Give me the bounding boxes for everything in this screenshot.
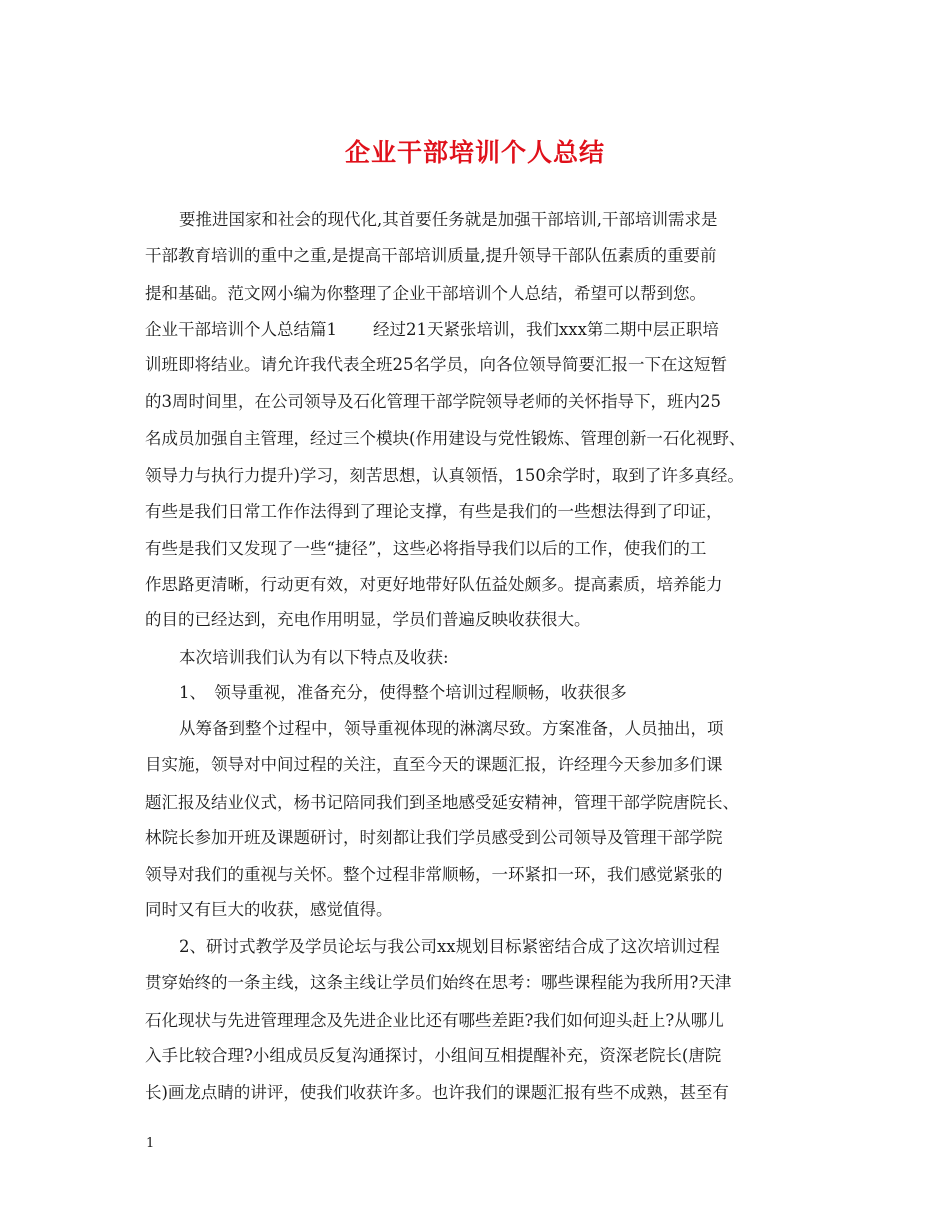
paragraph-line: 有些是我们日常工作作法得到了理论支撑，有些是我们的一些想法得到了印证， <box>145 502 723 521</box>
paragraph-line: 的目的已经达到，充电作用明显，学员们普遍反映收获很大。 <box>145 610 591 629</box>
paragraph-line: 名成员加强自主管理，经过三个模块(作用建设与党性锻炼、管理创新一石化视野、 <box>145 429 746 448</box>
paragraph-line: 林院长参加开班及课题研讨，时刻都让我们学员感受到公司领导及管理干部学院 <box>145 828 723 847</box>
paragraph-line: 入手比较合理?小组成员反复沟通探讨，小组间互相提醒补充，资深老院长(唐院 <box>145 1046 722 1065</box>
paragraph-text: 经过21天紧张培训，我们xxx第二期中层正职培 <box>373 320 719 339</box>
paragraph-line: 石化现状与先进管理理念及先进企业比还有哪些差距?我们如何迎头赶上?从哪儿 <box>145 1011 724 1030</box>
list-item-heading: 1、 领导重视，准备充分，使得整个培训过程顺畅，收获很多 <box>179 683 627 702</box>
paragraph-line: 训班即将结业。请允许我代表全班25名学员，向各位领导简要汇报一下在这短暂 <box>145 355 727 374</box>
paragraph-line: 领导力与执行力提升)学习，刻苦思想，认真领悟，150余学时，取到了许多真经。 <box>145 466 744 485</box>
paragraph-line: 题汇报及结业仪式，杨书记陪同我们到圣地感受延安精神，管理干部学院唐院长、 <box>145 793 739 812</box>
section-heading: 企业干部培训个人总结篇1 <box>145 320 337 339</box>
paragraph-line: 从筹备到整个过程中，领导重视体现的淋漓尽致。方案准备，人员抽出，项 <box>179 719 724 738</box>
paragraph-line: 2、研讨式教学及学员论坛与我公司xx规划目标紧密结合成了这次培训过程 <box>179 937 720 956</box>
paragraph-line: 贯穿始终的一条主线，这条主线让学员们始终在思考：哪些课程能为我所用?天津 <box>145 973 732 992</box>
document-title: 企业干部培训个人总结 <box>344 138 605 167</box>
paragraph-line: 有些是我们又发现了一些“捷径”，这些必将指导我们以后的工作，使我们的工 <box>145 539 707 558</box>
paragraph-line: 提和基础。范文网小编为你整理了企业干部培训个人总结，希望可以帮到您。 <box>145 284 706 303</box>
paragraph-line: 作思路更清晰，行动更有效，对更好地带好队伍益处颇多。提高素质，培养能力 <box>145 575 723 594</box>
paragraph-line: 本次培训我们认为有以下特点及收获: <box>179 648 449 667</box>
paragraph-line: 领导对我们的重视与关怀。整个过程非常顺畅，一环紧扣一环，我们感觉紧张的 <box>145 865 723 884</box>
page-number: 1 <box>146 1136 155 1151</box>
paragraph-line: 同时又有巨大的收获，感觉值得。 <box>145 900 393 919</box>
paragraph-line: 要推进国家和社会的现代化,其首要任务就是加强干部培训,干部培训需求是 <box>179 210 718 229</box>
paragraph-line: 的3周时间里，在公司领导及石化管理干部学院领导老师的关怀指导下，班内25 <box>145 392 721 411</box>
section-heading-line <box>145 315 719 345</box>
paragraph-line: 长)画龙点睛的讲评，使我们收获许多。也许我们的课题汇报有些不成熟，甚至有 <box>145 1083 729 1102</box>
paragraph-line: 目实施，领导对中间过程的关注，直至今天的课题汇报，许经理今天参加多们课 <box>145 755 723 774</box>
paragraph-line: 干部教育培训的重中之重,是提高干部培训质量,提升领导干部队伍素质的重要前 <box>145 246 717 265</box>
